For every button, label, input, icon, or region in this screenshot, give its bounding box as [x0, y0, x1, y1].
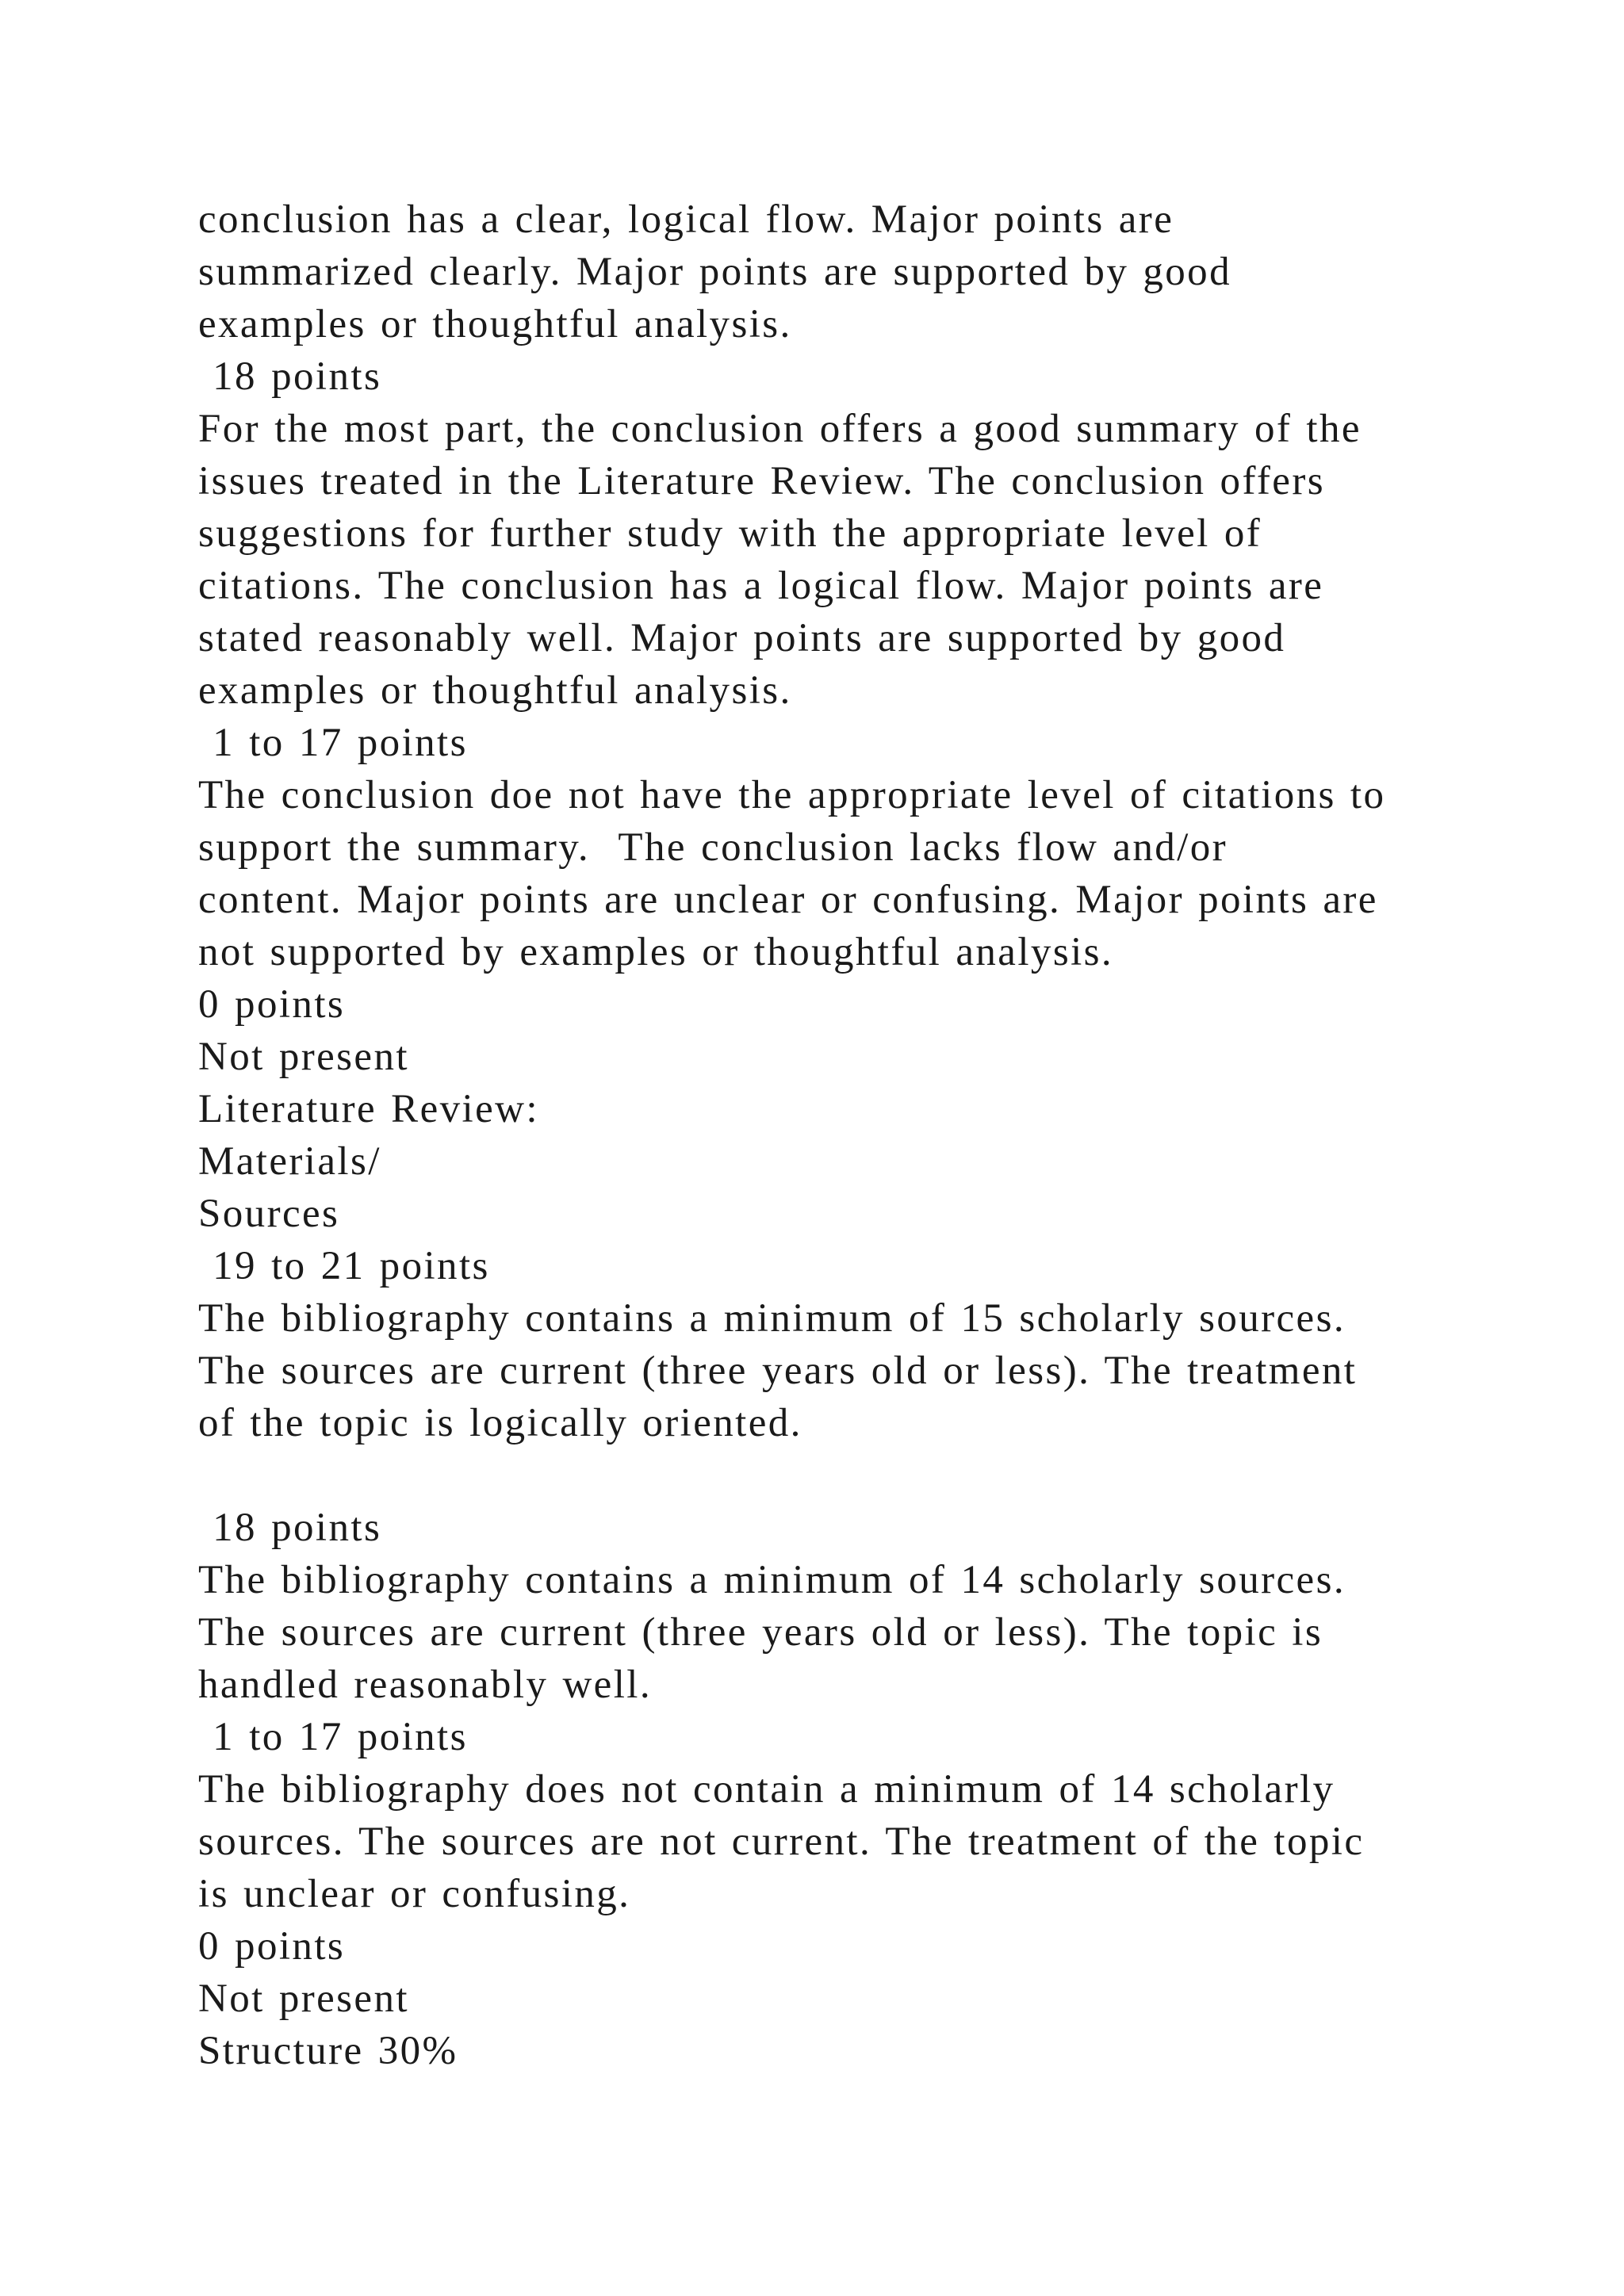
points-label-18-b: 18 points: [198, 1506, 382, 1550]
section-heading-literature-review: Literature Review:: [198, 1087, 539, 1131]
text-line-13: support the summary. The conclusion lacks flow and/or: [198, 825, 1228, 870]
text-line-22: The bibliography contains a minimum of 15 scholarly sources.: [198, 1296, 1346, 1341]
text-line-2: summarized clearly. Major points are supported by good: [198, 250, 1231, 294]
text-line-7: suggestions for further study with the appropriate level of: [198, 511, 1262, 556]
blank-line: [198, 1449, 1562, 1502]
section-heading-structure: Structure 30%: [198, 2029, 458, 2073]
text-line-27: The bibliography contains a minimum of 14 scholarly sources.: [198, 1558, 1346, 1602]
section-heading-sources: Sources: [198, 1192, 340, 1236]
points-label-1-to-17: 1 to 17 points: [198, 721, 468, 765]
text-line-29: handled reasonably well.: [198, 1663, 653, 1707]
section-heading-materials: Materials/: [198, 1139, 381, 1184]
text-line-14: content. Major points are unclear or confusing. Major points are: [198, 878, 1378, 922]
points-label-0: 0 points: [198, 982, 346, 1027]
text-line-31: The bibliography does not contain a minimum of 14 scholarly: [198, 1767, 1335, 1812]
text-line-8: citations. The conclusion has a logical flow. Major points are: [198, 564, 1324, 608]
text-line-17: Not present: [198, 1035, 409, 1079]
points-label-0-b: 0 points: [198, 1924, 346, 1969]
text-line-32: sources. The sources are not current. The treatment of the topic: [198, 1820, 1365, 1864]
document-page: [198, 193, 1562, 2077]
points-label-19-to-21: 19 to 21 points: [198, 1244, 490, 1288]
points-label-18: 18 points: [198, 354, 382, 399]
text-line-15: not supported by examples or thoughtful analysis.: [198, 930, 1114, 974]
text-line-10: examples or thoughtful analysis.: [198, 668, 792, 713]
text-line-23: The sources are current (three years old or less). The treatment: [198, 1349, 1358, 1393]
text-line-9: stated reasonably well. Major points are supported by good: [198, 616, 1286, 660]
text-line-5: For the most part, the conclusion offers a good summary of the: [198, 407, 1362, 451]
text-line-1: conclusion has a clear, logical flow. Major points are: [198, 197, 1174, 242]
text-line-24: of the topic is logically oriented.: [198, 1401, 802, 1445]
text-line-35: Not present: [198, 1976, 409, 2021]
text-line-12: The conclusion doe not have the appropriate level of citations to: [198, 773, 1386, 817]
text-line-3: examples or thoughtful analysis.: [198, 302, 792, 346]
text-line-28: The sources are current (three years old or less). The topic is: [198, 1610, 1323, 1655]
text-line-6: issues treated in the Literature Review. The conclusion offers: [198, 459, 1325, 503]
text-line-33: is unclear or confusing.: [198, 1872, 631, 1916]
points-label-1-to-17-b: 1 to 17 points: [198, 1715, 468, 1759]
